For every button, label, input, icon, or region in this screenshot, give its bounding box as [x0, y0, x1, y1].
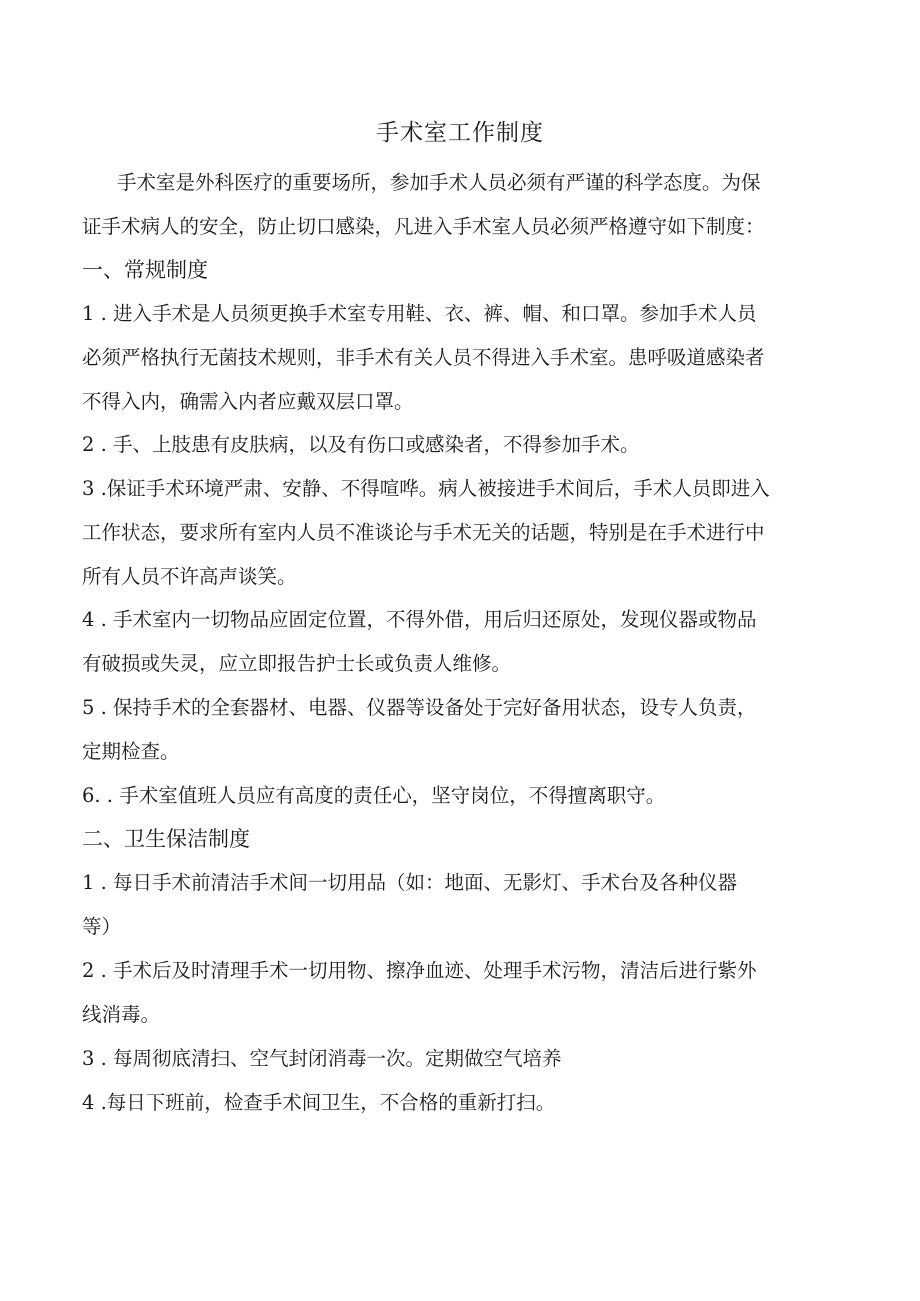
rule-line: 1 . 进入手术是人员须更换手术室专用鞋、衣、裤、帽、和口罩。参加手术人员 [82, 302, 757, 325]
rule-line: 2 . 手、上肢患有皮肤病，以及有伤口或感染者，不得参加手术。 [82, 433, 640, 456]
rule-line: 1 . 每日手术前清洁手术间一切用品（如：地面、无影灯、手术台及各种仪器 [82, 871, 738, 894]
document-title: 手术室工作制度 [376, 120, 544, 146]
rule-line: 3 .保证手术环境严肃、安静、不得喧哗。病人被接进手术间后，手术人员即进入 [82, 477, 770, 500]
rule-line: 3 . 每周彻底清扫、空气封闭消毒一次。定期做空气培养 [82, 1047, 562, 1070]
rule-line: 4 . 手术室内一切物品应固定位置，不得外借，用后归还原处，发现仪器或物品 [82, 608, 757, 631]
rule-line: 有破损或失灵，应立即报告护士长或负责人维修。 [82, 652, 512, 675]
rule-line: 5 . 保持手术的全套器材、电器、仪器等设备处于完好备用状态，设专人负责， [82, 696, 757, 719]
rule-line: 等） [82, 915, 122, 938]
rule-line: 所有人员不许高声谈笑。 [82, 565, 297, 588]
section-heading-general-rules: 一、常规制度 [82, 258, 208, 282]
intro-line: 手术室是外科医疗的重要场所，参加手术人员必须有严谨的科学态度。为保 [117, 171, 761, 194]
rule-line: 不得入内，确需入内者应戴双层口罩。 [82, 390, 414, 413]
intro-line: 证手术病人的安全，防止切口感染，凡进入手术室人员必须严格遵守如下制度： [82, 215, 765, 238]
rule-line: 工作状态，要求所有室内人员不准谈论与手术无关的话题，特别是在手术进行中 [82, 521, 765, 544]
rule-line: 4 .每日下班前，检查手术间卫生，不合格的重新打扫。 [82, 1091, 556, 1114]
rule-line: 2 . 手术后及时清理手术一切用物、擦净血迹、处理手术污物，清洁后进行紫外 [82, 959, 757, 982]
rule-line: 6. . 手术室值班人员应有高度的责任心，坚守岗位，不得擅离职守。 [82, 784, 666, 807]
rule-line: 必须严格执行无菌技术规则，非手术有关人员不得进入手术室。患呼吸道感染者 [82, 346, 765, 369]
rule-line: 线消毒。 [82, 1003, 161, 1026]
section-heading-hygiene-rules: 二、卫生保洁制度 [82, 827, 250, 851]
rule-line: 定期检查。 [82, 740, 180, 763]
